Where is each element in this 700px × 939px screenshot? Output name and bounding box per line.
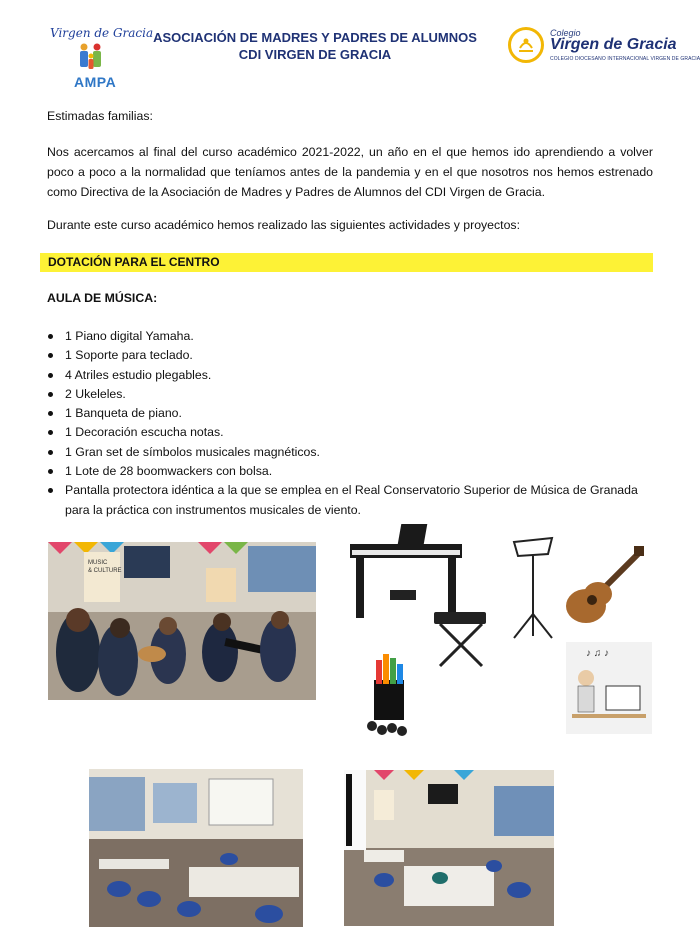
section-heading: DOTACIÓN PARA EL CENTRO — [48, 255, 220, 269]
greeting: Estimadas familias: — [47, 109, 153, 123]
colegio-logo — [508, 27, 700, 69]
poster-music-text: MUSIC — [88, 560, 108, 566]
ampa-logo — [48, 24, 154, 94]
colegio-subtitle: COLEGIO DIOCESANO INTERNACIONAL VIRGEN DE GRACIA — [550, 56, 700, 62]
ukulele-icon — [562, 544, 646, 632]
intro-paragraph: Nos acercamos al final del curso académico 2021-2022, un año en el que hemos ido aprendiendo a volver poco a poco a la normalidad que teníamos antes de la pandemia y en el que nosotros nos hemos estrenado como Directiva de la Asociación de Madres y Padres de Alumnos del CDI Virgen de Gracia. — [47, 145, 653, 199]
subheading: AULA DE MÚSICA: — [47, 291, 158, 305]
family-figures-icon — [76, 42, 106, 74]
section-heading-bar — [40, 253, 653, 272]
list-item: 1 Lote de 28 boomwackers con bolsa. — [47, 462, 657, 481]
list-item: 4 Atriles estudio plegables. — [47, 366, 657, 385]
piano-bench-icon — [430, 610, 492, 670]
poster-culture-text: & CULTURE — [88, 568, 122, 574]
ampa-logo-script: Virgen de Gracia — [50, 26, 154, 40]
colegio-name: Virgen de Gracia — [550, 36, 677, 53]
list-item: 2 Ukeleles. — [47, 385, 657, 404]
list-item: 1 Soporte para teclado. — [47, 346, 657, 365]
music-classroom-photo — [344, 770, 554, 926]
empty-classroom-photo — [89, 769, 303, 927]
svg-text:♪ ♫ ♪: ♪ ♫ ♪ — [586, 648, 610, 659]
list-item: 1 Banqueta de piano. — [47, 404, 657, 423]
ampa-acronym: AMPA — [74, 74, 117, 90]
list-item: 1 Gran set de símbolos musicales magnéticos. — [47, 443, 657, 462]
equipment-list — [47, 327, 657, 520]
boomwhackers-icon — [362, 652, 414, 736]
document-header-title — [150, 29, 480, 63]
list-item: 1 Piano digital Yamaha. — [47, 327, 657, 346]
list-item: Pantalla protectora idéntica a la que se emplea en el Real Conservatorio Superior de Música de Granada para la práctica con instrumentos musicales de viento. — [47, 481, 657, 520]
header-title-line2: CDI VIRGEN DE GRACIA — [238, 47, 392, 62]
listening-notes-decoration — [566, 642, 652, 734]
classroom-students-photo — [48, 542, 316, 700]
music-stand-icon — [508, 536, 558, 640]
colegio-label: Colegio — [550, 28, 581, 38]
header-title-line1: ASOCIACIÓN DE MADRES Y PADRES DE ALUMNOS — [153, 30, 477, 45]
activities-intro: Durante este curso académico hemos realizado las siguientes actividades y proyectos: — [47, 218, 520, 232]
list-item: 1 Decoración escucha notas. — [47, 423, 657, 442]
colegio-emblem-icon — [508, 27, 544, 63]
